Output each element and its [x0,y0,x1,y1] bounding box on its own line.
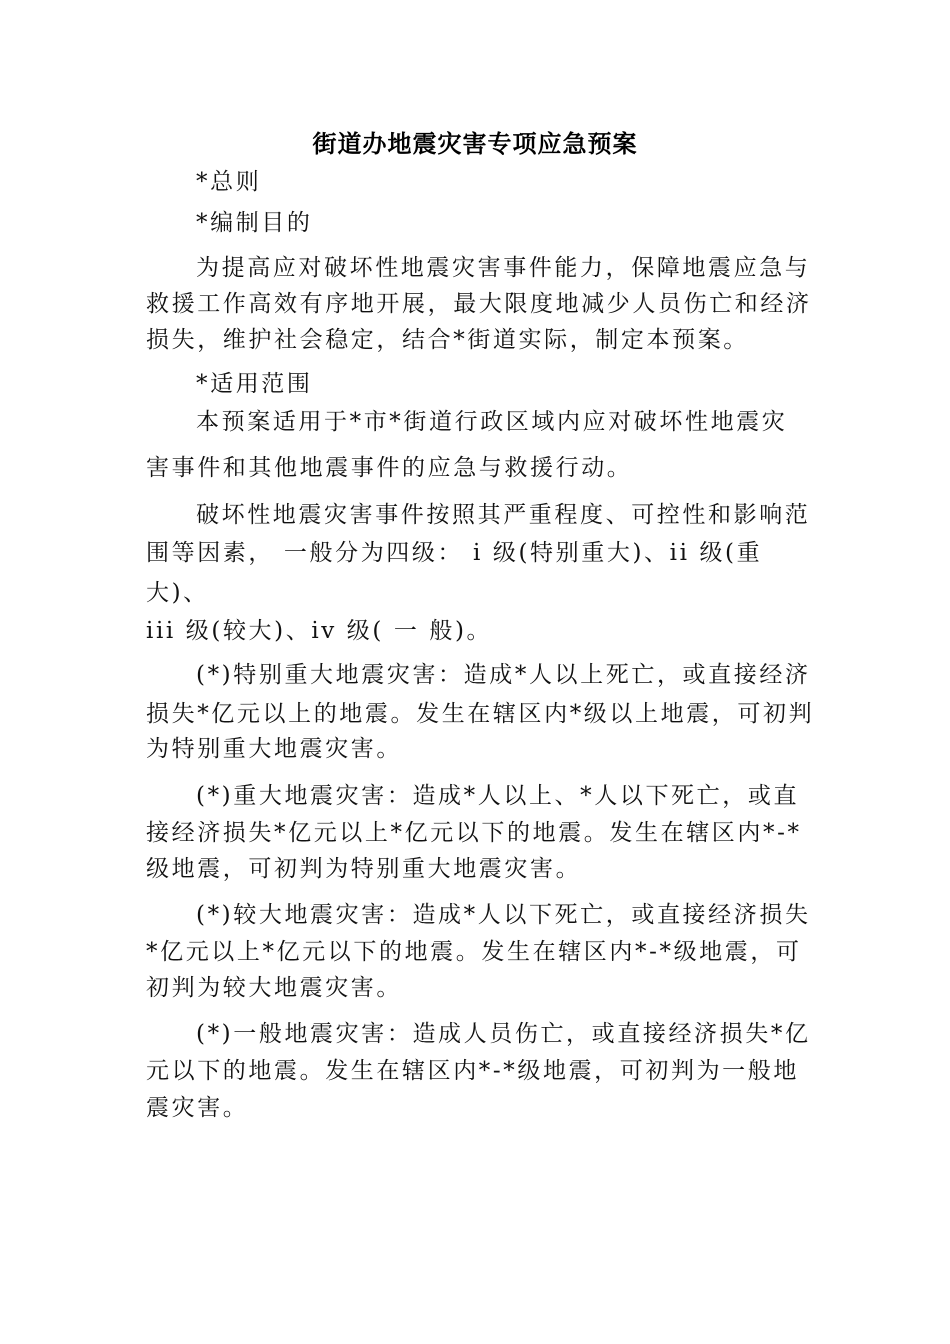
document-title: 街道办地震灾害专项应急预案 [312,129,638,158]
paragraph-line: 损失*亿元以上的地震。发生在辖区内*级以上地震，可初判 [146,701,815,727]
heading-general: *总则 [196,169,262,195]
paragraph-line: 害事件和其他地震事件的应急与救援行动。 [146,455,633,481]
paragraph-line: 元以下的地震。发生在辖区内*-*级地震，可初判为一般地 [146,1058,799,1084]
paragraph-line: 救援工作高效有序地开展，最大限度地减少人员伤亡和经济 [146,291,812,317]
heading-scope: *适用范围 [196,371,313,397]
paragraph-line: (*)较大地震灾害：造成*人以下死亡，或直接经济损失 [196,902,811,928]
paragraph-line: 为特别重大地震灾害。 [146,736,402,762]
paragraph-line: (*)一般地震灾害：造成人员伤亡，或直接经济损失*亿 [196,1021,811,1047]
paragraph-line: iii 级(较大)、iv 级( 一 般)。 [146,618,493,644]
paragraph-line: 震灾害。 [146,1095,249,1121]
paragraph-line: 为提高应对破坏性地震灾害事件能力，保障地震应急与 [196,255,811,281]
heading-purpose: *编制目的 [196,210,313,236]
paragraph-line: 破坏性地震灾害事件按照其严重程度、可控性和影响范 [196,502,811,528]
paragraph-line: *亿元以上*亿元以下的地震。发生在辖区内*-*级地震，可 [146,939,802,965]
paragraph-line: 损失，维护社会稳定，结合*街道实际，制定本预案。 [146,327,749,353]
paragraph-line: 本预案适用于*市*街道行政区域内应对破坏性地震灾 [196,409,788,435]
paragraph-line: 初判为较大地震灾害。 [146,975,402,1001]
paragraph-line: (*)重大地震灾害：造成*人以上、*人以下死亡，或直 [196,783,800,809]
paragraph-line: 级地震，可初判为特别重大地震灾害。 [146,856,582,882]
paragraph-line: (*)特别重大地震灾害：造成*人以上死亡，或直接经济 [196,662,811,688]
paragraph-line: 围等因素， 一般分为四级： i 级(特别重大)、ii 级(重 [146,540,763,566]
paragraph-line: 大)、 [146,580,209,606]
paragraph-line: 接经济损失*亿元以上*亿元以下的地震。发生在辖区内*-* [146,820,802,846]
